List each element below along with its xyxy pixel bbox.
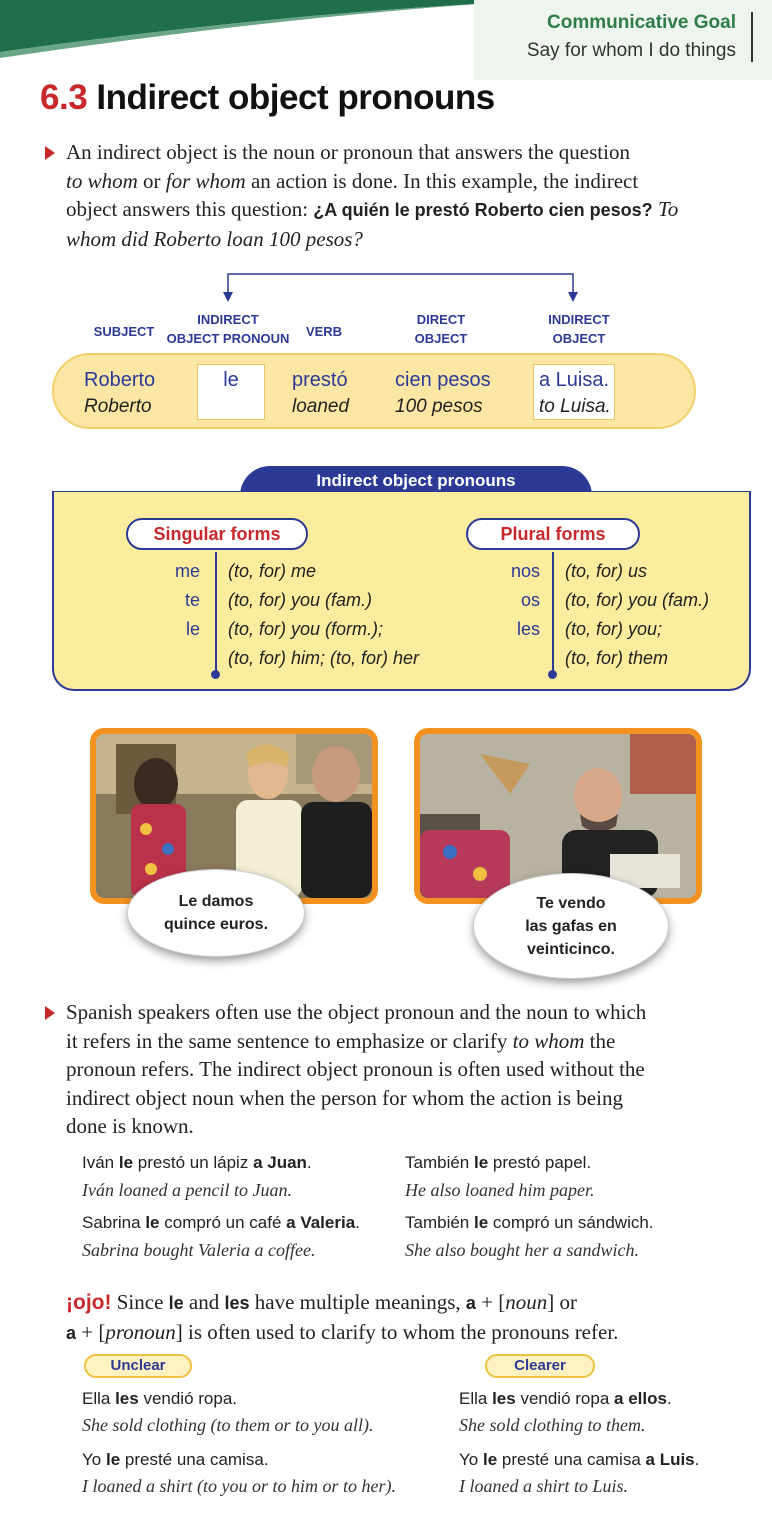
text: Iván bbox=[82, 1153, 119, 1172]
text: have multiple meanings, bbox=[249, 1290, 466, 1314]
label-line: INDIRECT bbox=[548, 312, 610, 327]
clearer-es bbox=[459, 1389, 672, 1409]
emphasis: to whom bbox=[512, 1028, 585, 1053]
translation: To bbox=[652, 197, 679, 221]
label-indirect-object-pronoun bbox=[166, 310, 290, 348]
es-direct-object: cien pesos bbox=[395, 369, 491, 391]
pronoun: le bbox=[145, 1213, 160, 1232]
plural-forms-label: Plural forms bbox=[466, 518, 640, 550]
text: También bbox=[405, 1153, 474, 1172]
pronoun: nos bbox=[510, 561, 540, 581]
pronoun: le bbox=[482, 1450, 498, 1469]
bubble-text bbox=[164, 890, 268, 936]
pronoun: les bbox=[224, 1293, 250, 1313]
text: ] is often used to clarify to whom the pronouns refer. bbox=[175, 1319, 619, 1344]
example-pair bbox=[82, 1153, 762, 1211]
en-direct-object: 100 pesos bbox=[395, 396, 483, 417]
preposition: a bbox=[465, 1293, 476, 1313]
label-line: DIRECT bbox=[416, 312, 466, 327]
en-subject: Roberto bbox=[84, 396, 152, 417]
clearer-label: Clearer bbox=[485, 1354, 595, 1378]
es-indirect-object: a Luisa. bbox=[539, 369, 610, 391]
label-indirect-object bbox=[536, 310, 622, 348]
emphasis: to whom bbox=[66, 168, 138, 193]
pronoun bbox=[150, 648, 200, 677]
goal-subtitle: Say for whom I do things bbox=[526, 40, 736, 61]
emphasis: for whom bbox=[165, 168, 246, 193]
pronoun-row bbox=[150, 648, 419, 677]
label-line: INDIRECT bbox=[197, 312, 259, 327]
pronoun: les bbox=[492, 1389, 516, 1408]
text: . bbox=[694, 1450, 700, 1469]
bullet-icon bbox=[45, 146, 55, 160]
bubble-line: las gafas en bbox=[525, 917, 617, 935]
pronoun: le bbox=[118, 1153, 134, 1172]
pronoun-table-title: Indirect object pronouns bbox=[240, 466, 592, 496]
ojo-tag: ¡ojo! bbox=[66, 1291, 112, 1314]
usage-paragraph bbox=[66, 998, 756, 1141]
label-direct-object bbox=[398, 310, 484, 348]
text: or bbox=[137, 168, 166, 193]
example-en: Iván loaned a pencil to Juan. bbox=[82, 1180, 292, 1200]
text: compró un sándwich. bbox=[488, 1213, 654, 1232]
text: prestó papel. bbox=[488, 1153, 592, 1172]
section-heading: Indirect object pronouns bbox=[96, 78, 495, 117]
intro-line bbox=[66, 167, 756, 196]
text: vendió ropa bbox=[515, 1389, 615, 1408]
pronoun: le bbox=[473, 1153, 489, 1172]
meaning: (to, for) you; bbox=[565, 619, 663, 639]
text: an action is done. In this example, the indirect bbox=[245, 168, 639, 193]
text: También bbox=[405, 1213, 474, 1232]
emphasis: noun bbox=[505, 1290, 548, 1314]
example-en: She also bought her a sandwich. bbox=[405, 1240, 639, 1260]
emphasis: pronoun bbox=[105, 1319, 176, 1344]
unclear-es bbox=[82, 1389, 237, 1409]
text: Yo bbox=[82, 1450, 106, 1469]
meaning: (to, for) you (form.); bbox=[228, 619, 384, 639]
pronoun: te bbox=[184, 590, 200, 610]
pronoun-row bbox=[150, 619, 419, 648]
pronoun-row bbox=[490, 648, 709, 677]
example-en: Sabrina bought Valeria a coffee. bbox=[82, 1240, 316, 1260]
text: presté una camisa bbox=[497, 1450, 646, 1469]
text: presté una camisa. bbox=[120, 1450, 269, 1469]
intro-line bbox=[66, 195, 756, 225]
text: Ella bbox=[82, 1389, 116, 1408]
plural-pronoun-list bbox=[490, 561, 709, 677]
usage-line: done is known. bbox=[66, 1114, 194, 1138]
example-pair bbox=[82, 1211, 762, 1269]
ojo-line bbox=[66, 1318, 766, 1348]
photo-illustration bbox=[420, 734, 696, 898]
text: . bbox=[306, 1153, 312, 1172]
examples-block bbox=[82, 1153, 762, 1269]
goal-divider bbox=[751, 12, 753, 62]
pronoun-row bbox=[490, 619, 709, 648]
translation: whom did Roberto loan 100 pesos? bbox=[66, 226, 363, 251]
pronoun: le bbox=[473, 1213, 489, 1232]
text: + [ bbox=[475, 1290, 506, 1314]
text: prestó un lápiz bbox=[133, 1153, 254, 1172]
text: . bbox=[666, 1389, 672, 1408]
singular-pronoun-list bbox=[150, 561, 419, 677]
unclear-en: She sold clothing (to them or to you all). bbox=[82, 1415, 374, 1435]
pronoun bbox=[490, 648, 540, 677]
ojo-line bbox=[66, 1288, 766, 1318]
section-title bbox=[40, 78, 495, 118]
label-subject: SUBJECT bbox=[93, 324, 155, 339]
unclear-en: I loaned a shirt (to you or to him or to her). bbox=[82, 1476, 396, 1496]
meaning: (to, for) me bbox=[228, 561, 317, 581]
label-line: OBJECT bbox=[414, 331, 468, 346]
en-indirect-object: to Luisa. bbox=[539, 396, 611, 417]
pronoun: les bbox=[516, 619, 540, 639]
bubble-line: quince euros. bbox=[163, 916, 269, 933]
text: and bbox=[183, 1290, 225, 1314]
clearer-en: She sold clothing to them. bbox=[459, 1415, 646, 1435]
usage-line: Spanish speakers often use the object pronoun and the noun to which bbox=[66, 1000, 647, 1024]
text: + [ bbox=[76, 1319, 106, 1344]
unclear-es bbox=[82, 1450, 269, 1470]
pronoun: les bbox=[115, 1389, 139, 1408]
es-verb: prestó bbox=[292, 369, 348, 391]
label-verb: VERB bbox=[305, 324, 343, 339]
preposition: a bbox=[66, 1322, 77, 1343]
bubble-text bbox=[525, 892, 617, 961]
pronoun-row bbox=[150, 590, 419, 619]
usage-line bbox=[66, 1027, 756, 1056]
indirect-object: a Juan bbox=[253, 1153, 307, 1172]
clearer-es bbox=[459, 1450, 699, 1470]
text: . bbox=[355, 1213, 360, 1232]
pronoun: le bbox=[185, 619, 200, 639]
en-verb: loaned bbox=[292, 396, 350, 417]
meaning: (to, for) you (fam.) bbox=[228, 590, 373, 610]
bullet-icon bbox=[45, 1006, 55, 1020]
meaning: (to, for) us bbox=[565, 561, 648, 581]
bubble-line: veinticinco. bbox=[526, 940, 615, 958]
pronoun-row bbox=[490, 561, 709, 590]
label-line: OBJECT bbox=[552, 331, 606, 346]
usage-line: indirect object noun when the person for whom the action is being bbox=[66, 1085, 623, 1110]
example-es bbox=[82, 1213, 360, 1233]
usage-line: pronoun refers. The indirect object pronoun is often used without the bbox=[66, 1057, 645, 1081]
intro-paragraph bbox=[66, 138, 756, 253]
example-es bbox=[405, 1213, 654, 1233]
section-number: 6.3 bbox=[40, 78, 88, 117]
ojo-note bbox=[66, 1288, 766, 1347]
pronoun: le bbox=[168, 1293, 184, 1313]
text: Sabrina bbox=[82, 1213, 146, 1232]
meaning: (to, for) you (fam.) bbox=[565, 590, 710, 610]
text: vendió ropa. bbox=[138, 1389, 238, 1408]
pronoun: le bbox=[105, 1450, 121, 1469]
diagram-arrow bbox=[0, 268, 772, 308]
bubble-line: Te vendo bbox=[536, 894, 606, 912]
es-subject: Roberto bbox=[84, 369, 156, 391]
speech-bubble-right bbox=[474, 874, 668, 978]
unclear-label: Unclear bbox=[84, 1354, 192, 1378]
text: the bbox=[584, 1028, 616, 1053]
example-es bbox=[82, 1153, 312, 1173]
pronoun-row bbox=[150, 561, 419, 590]
text: object answers this question: bbox=[66, 197, 314, 221]
example-en: He also loaned him paper. bbox=[405, 1180, 595, 1200]
text: it refers in the same sentence to emphasize or clarify bbox=[66, 1028, 513, 1053]
es-pronoun: le bbox=[223, 369, 239, 391]
text: compró un café bbox=[159, 1213, 287, 1232]
label-line: OBJECT PRONOUN bbox=[166, 331, 290, 346]
speech-bubble-left bbox=[128, 870, 304, 956]
text: Ella bbox=[459, 1389, 493, 1408]
pronoun: me bbox=[174, 561, 200, 581]
text: Yo bbox=[459, 1450, 483, 1469]
example-es bbox=[405, 1153, 591, 1173]
pronoun: os bbox=[520, 590, 540, 610]
intro-line: An indirect object is the noun or pronoun that answers the question bbox=[66, 140, 630, 164]
goal-title: Communicative Goal bbox=[547, 12, 736, 33]
indirect-object: a Valeria bbox=[286, 1213, 356, 1232]
indirect-object: a Luis bbox=[645, 1450, 695, 1469]
bubble-line: Le damos bbox=[178, 893, 254, 910]
singular-forms-label: Singular forms bbox=[126, 518, 308, 550]
example-question: ¿A quién le prestó Roberto cien pesos? bbox=[313, 200, 653, 220]
text: Since bbox=[111, 1290, 169, 1314]
clearer-en: I loaned a shirt to Luis. bbox=[459, 1476, 629, 1496]
meaning: (to, for) them bbox=[565, 648, 669, 668]
pronoun-row bbox=[490, 590, 709, 619]
meaning: (to, for) him; (to, for) her bbox=[228, 648, 420, 668]
indirect-object: a ellos bbox=[614, 1389, 667, 1408]
text: ] or bbox=[547, 1290, 577, 1314]
